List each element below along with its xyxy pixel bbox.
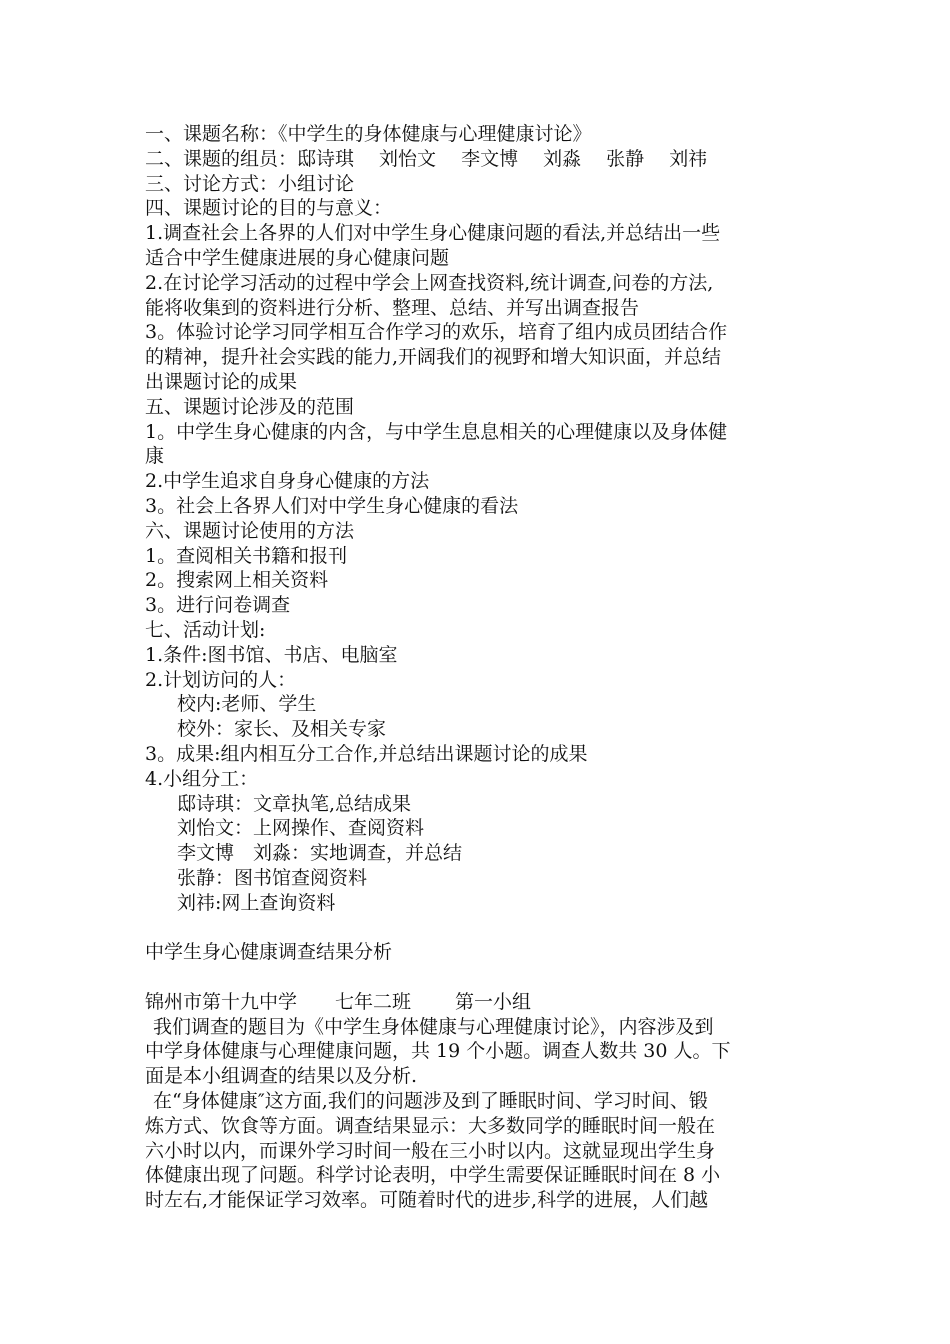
plan-division-liuyiwen: 刘怡文：上网操作、查阅资料 <box>177 817 425 840</box>
plan-scope-1a: 1。中学生身心健康的内含，与中学生息息相关的心理健康以及身体健 <box>145 420 728 443</box>
plan-purpose-3c: 出课题讨论的成果 <box>145 370 298 393</box>
plan-scope-heading: 五、课题讨论涉及的范围 <box>145 395 355 418</box>
report-p2-line3: 六小时以内，而课外学习时间一般在三小时以内。这就显现出学生身 <box>145 1139 716 1162</box>
plan-division-heading: 4.小组分工： <box>145 767 259 790</box>
plan-methods-2: 2。搜索网上相关资料 <box>145 569 329 592</box>
plan-purpose-heading: 四、课题讨论的目的与意义： <box>145 197 393 220</box>
plan-visits-outside: 校外：家长、及相关专家 <box>177 718 387 741</box>
plan-methods-heading: 六、课题讨论使用的方法 <box>145 519 355 542</box>
plan-division-liuyi: 刘祎:网上查询资料 <box>177 891 336 914</box>
report-p1-line1: 我们调查的题目为《中学生身体健康与心理健康讨论》，内容涉及到 <box>153 1015 714 1038</box>
report-byline: 锦州市第十九中学 七年二班 第一小组 <box>145 990 532 1013</box>
report-title: 中学生身心健康调查结果分析 <box>145 941 393 964</box>
plan-division-zhang: 张静：图书馆查阅资料 <box>177 866 368 889</box>
plan-scope-3: 3。社会上各界人们对中学生身心健康的看法 <box>145 494 519 517</box>
plan-purpose-1b: 适合中学生健康进展的身心健康问题 <box>145 246 450 269</box>
plan-methods-3: 3。进行问卷调查 <box>145 594 291 617</box>
plan-purpose-1a: 1.调查社会上各界的人们对中学生身心健康问题的看法,并总结出一些 <box>145 222 721 245</box>
plan-purpose-3b: 的精神，提升社会实践的能力,开阔我们的视野和增大知识面，并总结 <box>145 346 722 369</box>
report-p2-line2: 炼方式、饮食等方面。调查结果显示：大多数同学的睡眠时间一般在 <box>145 1114 716 1137</box>
plan-methods-1: 1。查阅相关书籍和报刊 <box>145 544 348 567</box>
report-p2-line5: 时左右,才能保证学习效率。可随着时代的进步,科学的进展，人们越 <box>145 1189 709 1212</box>
plan-purpose-2a: 2.在讨论学习活动的过程中学会上网查找资料,统计调查,问卷的方法, <box>145 271 714 294</box>
report-p2-line1: 在“身体健康″这方面,我们的问题涉及到了睡眠时间、学习时间、锻 <box>153 1090 708 1113</box>
plan-division-li-liu: 李文博 刘淼：实地调查，并总结 <box>177 842 463 865</box>
plan-activity-results: 3。成果:组内相互分工合作,并总结出课题讨论的成果 <box>145 742 588 765</box>
plan-method-line: 三、讨论方式：小组讨论 <box>145 172 355 195</box>
plan-members-line: 二、课题的组员：邸诗琪 刘怡文 李文博 刘淼 张静 刘祎 <box>145 147 708 170</box>
plan-scope-1b: 康 <box>145 445 165 468</box>
document-body <box>145 122 815 1213</box>
plan-scope-2: 2.中学生追求自身身心健康的方法 <box>145 470 430 493</box>
plan-division-di: 邸诗琪：文章执笔,总结成果 <box>177 792 412 815</box>
plan-topic-line: 一、课题名称：《中学生的身体健康与心理健康讨论》 <box>145 123 592 145</box>
plan-activity-visits: 2.计划访问的人： <box>145 668 297 691</box>
spacer <box>145 965 815 990</box>
spacer <box>145 916 815 941</box>
plan-visits-school: 校内:老师、学生 <box>177 693 317 716</box>
plan-activity-heading: 七、活动计划: <box>145 618 266 641</box>
plan-activity-conditions: 1.条件:图书馆、书店、电脑室 <box>145 643 398 666</box>
report-p2-line4: 体健康出现了问题。科学讨论表明，中学生需要保证睡眠时间在 8 小 <box>145 1164 721 1187</box>
report-p1-line3: 面是本小组调查的结果以及分析. <box>145 1065 418 1088</box>
plan-purpose-3a: 3。体验讨论学习同学相互合作学习的欢乐，培育了组内成员团结合作 <box>145 321 728 344</box>
plan-purpose-2b: 能将收集到的资料进行分析、整理、总结、并写出调查报告 <box>145 296 640 319</box>
report-p1-line2: 中学身体健康与心理健康问题，共 19 个小题。调查人数共 30 人。下 <box>145 1040 731 1063</box>
